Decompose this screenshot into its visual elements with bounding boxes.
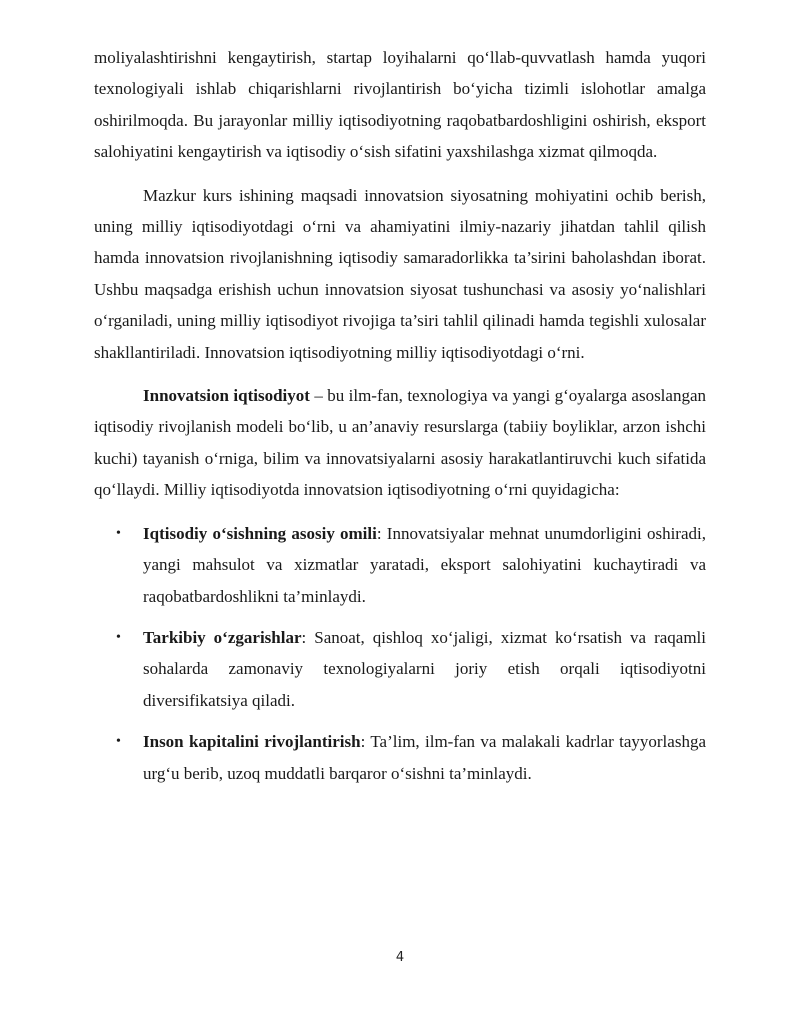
bullet-text: : Ta’lim, ilm-fan va malakali kadrlar tayyorlashga urg‘u berib, uzoq muddatli barqaror o‘sishni ta’minlaydi. (143, 732, 706, 783)
list-item (94, 622, 706, 716)
paragraph-text: – bu ilm-fan, texnologiya va yangi g‘oyalarga asoslangan iqtisodiy rivojlanish modeli bo‘lib, u an’anaviy resurslarga (tabiiy boyliklar, arzon ishchi kuchi) tayanish o‘rniga, bilim va innovatsiyalarni asosiy harakatlantiruvchi kuch sifatida qo‘llaydi. Milliy iqtisodiyotda innovatsion iqtisodiyotning o‘rni quyidagicha: (94, 386, 706, 500)
bullet-term: Iqtisodiy o‘sishning asosiy omili (143, 523, 377, 543)
page-number: 4 (395, 950, 405, 965)
list-item (94, 726, 706, 789)
bullet-icon: • (116, 525, 121, 541)
bullet-icon: • (116, 734, 121, 750)
bullet-term: Inson kapitalini rivojlantirish (143, 732, 361, 752)
list-item (94, 518, 706, 612)
bullet-term: Tarkibiy o‘zgarishlar (143, 627, 302, 647)
bullet-text: : Sanoat, qishloq xo‘jaligi, xizmat ko‘rsatish va raqamli sohalarda zamonaviy texnologiyalarni joriy etish orqali iqtisodiyotni diversifikatsiya qiladi. (143, 627, 706, 710)
bullet-text: : Innovatsiyalar mehnat unumdorligini oshiradi, yangi mahsulot va xizmatlar yaratadi, eksport salohiyatini kuchaytiradi va raqobatbardoshlikni ta’minlaydi. (143, 523, 706, 606)
document-page (94, 42, 706, 799)
paragraph-definition (94, 380, 706, 506)
paragraph-text: moliyalashtirishni kengaytirish, startap loyihalarni qo‘llab-quvvatlash hamda yuqori texnologiyali ishlab chiqarishlarni rivojlantirish bo‘yicha tizimli islohotlar amalga oshirilmoqda. Bu jarayonlar milliy iqtisodiyotning raqobatbardoshligini oshirish, eksport salohiyatini kengaytirish va iqtisodiy o‘sish sifatini yaxshilashga xizmat qilmoqda. (94, 48, 706, 162)
paragraph-continuation (94, 42, 706, 168)
bullet-list (94, 518, 706, 789)
paragraph-lead-term: Innovatsion iqtisodiyot (143, 386, 310, 406)
paragraph-purpose (94, 180, 706, 368)
paragraph-text: Mazkur kurs ishining maqsadi innovatsion siyosatning mohiyatini ochib berish, uning milliy iqtisodiyotdagi o‘rni va ahamiyatini ilmiy-nazariy jihatdan tahlil qilish hamda innovatsion rivojlanishning iqtisodiy samaradorlikka ta’sirini baholashdan iborat. Ushbu maqsadga erishish uchun innovatsion siyosat tushunchasi va asosiy yo‘nalishlari o‘rganiladi, uning milliy iqtisodiyot rivojiga ta’siri tahlil qilinadi hamda tegishli xulosalar shakllantiriladi. Innovatsion iqtisodiyotning milliy iqtisodiyotdagi o‘rni. (94, 185, 706, 362)
bullet-icon: • (116, 629, 121, 645)
